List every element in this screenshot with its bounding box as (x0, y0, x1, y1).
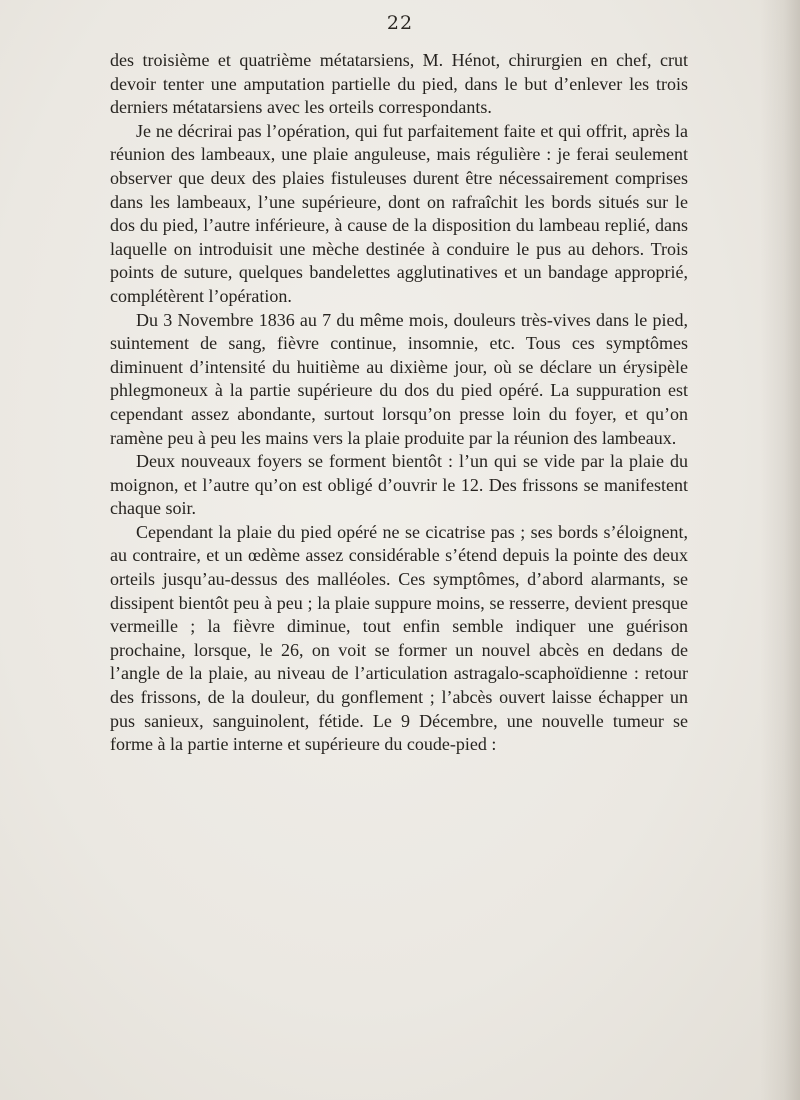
paragraph-5: Cependant la plaie du pied opéré ne se cicatrise pas ; ses bords s’éloignent, au contraire, et un œdème assez considérable s’étend depuis la pointe des deux orteils jusqu’au-dessus des malléoles. Ces symptômes, d’abord alarmants, se dissipent bientôt peu à peu ; la plaie suppure moins, se resserre, devient presque vermeille ; la fièvre diminue, tout enfin semble indiquer une guérison prochaine, lorsque, le 26, on voit se former un nouvel abcès en dedans de l’angle de la plaie, au niveau de l’articulation astragalo-scaphoïdienne : retour des frissons, de la douleur, du gonflement ; l’abcès ouvert laisse échapper un pus sanieux, sanguinolent, fétide. Le 9 Décembre, une nouvelle tumeur se forme à la partie interne et supérieure du coude-pied : (110, 521, 688, 755)
page-edge-shadow (760, 0, 800, 1100)
paragraph-1: des troisième et quatrième métatarsiens, M. Hénot, chirurgien en chef, crut devoir tenter une amputation partielle du pied, dans le but d’enlever les trois derniers métatarsiens avec les orteils correspondants. (110, 50, 688, 118)
page-number: 22 (386, 12, 414, 34)
paragraph-3: Du 3 Novembre 1836 au 7 du même mois, douleurs très-vives dans le pied, suintement de sang, fièvre continue, insomnie, etc. Tous ces symptômes diminuent d’intensité du huitième au dixième jour, où se déclare un érysipèle phlegmoneux à la partie supérieure du dos du pied opéré. La suppuration est cependant assez abondante, surtout lorsqu’on presse loin du foyer, et qu’on ramène peu à peu les mains vers la plaie produite par la réunion des lambeaux. (110, 309, 688, 448)
paragraph-2: Je ne décrirai pas l’opération, qui fut parfaitement faite et qui offrit, après la réunion des lambeaux, une plaie anguleuse, mais régulière : je ferai seulement observer que deux des plaies fistuleuses durent être nécessairement comprises dans les lambeaux, l’une supérieure, dont on rafraîchit les bords situés sur le dos du pied, l’autre inférieure, à cause de la disposition du lambeau replié, dans laquelle on introduisit une mèche destinée à conduire le pus au dehors. Trois points de suture, quelques bandelettes agglutinatives et un bandage approprié, complétèrent l’opération. (110, 120, 688, 306)
body-text (110, 49, 688, 757)
paragraph-4: Deux nouveaux foyers se forment bientôt : l’un qui se vide par la plaie du moignon, et l’autre qu’on est obligé d’ouvrir le 12. Des frissons se manifestent chaque soir. (110, 451, 688, 519)
